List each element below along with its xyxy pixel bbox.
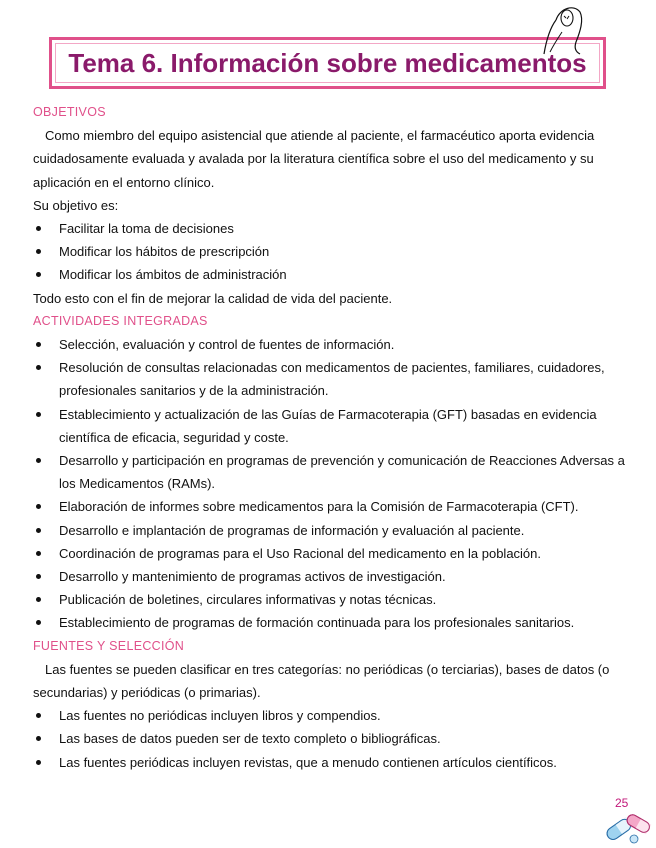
- bullet-icon: [36, 620, 41, 625]
- list-item: [33, 519, 625, 542]
- fuentes-intro: Las fuentes se pueden clasificar en tres categorías: no periódicas (o terciarias), bases de datos (o secundarias) y periódicas (o primarias).: [33, 661, 610, 701]
- list-item: [33, 403, 625, 449]
- bullet-icon: [36, 249, 41, 254]
- bullet-icon: [36, 342, 41, 347]
- list-item-text: Establecimiento y actualización de las Guías de Farmacoterapia (GFT) basadas en evidencia científica de eficacia, seguridad y coste.: [59, 406, 597, 445]
- list-item-text: Selección, evaluación y control de fuentes de información.: [59, 337, 395, 353]
- list-item: [33, 495, 625, 518]
- heading-actividades: ACTIVIDADES INTEGRADAS: [33, 313, 208, 328]
- list-item-text: Publicación de boletines, circulares informativas y notas técnicas.: [59, 592, 437, 608]
- bullet-icon: [36, 504, 41, 509]
- bullet-icon: [36, 412, 41, 417]
- list-item: [33, 588, 625, 611]
- title-box: [49, 37, 606, 89]
- list-item: [33, 240, 625, 263]
- list-item: [33, 727, 625, 750]
- bullet-icon: [36, 458, 41, 463]
- objetivos-sub: Su objetivo es:: [33, 197, 119, 213]
- list-item-text: Coordinación de programas para el Uso Racional del medicamento en la población.: [59, 545, 542, 561]
- list-item-text: Modificar los ámbitos de administración: [59, 267, 287, 283]
- page-number: 25: [615, 796, 629, 810]
- list-item: [33, 356, 625, 402]
- bullet-icon: [36, 574, 41, 579]
- list-item: [33, 263, 625, 286]
- list-item: [33, 751, 625, 774]
- heading-fuentes: FUENTES Y SELECCIÓN: [33, 638, 185, 653]
- list-item: [33, 611, 625, 634]
- list-item-text: Resolución de consultas relacionadas con medicamentos de pacientes, familiares, cuidadores, profesionales sanitarios y de la administración.: [59, 360, 605, 399]
- list-item: [33, 449, 625, 495]
- list-item-text: Desarrollo y mantenimiento de programas activos de investigación.: [59, 569, 446, 585]
- list-item-text: Establecimiento de programas de formación continuada para los profesionales sanitarios.: [59, 615, 575, 631]
- bullet-icon: [36, 760, 41, 765]
- pills-icon: [604, 806, 652, 844]
- bullet-icon: [36, 597, 41, 602]
- bullet-icon: [36, 272, 41, 277]
- bullet-icon: [36, 528, 41, 533]
- list-item-text: Facilitar la toma de decisiones: [59, 221, 234, 237]
- list-item-text: Las bases de datos pueden ser de texto completo o bibliográficas.: [59, 731, 441, 747]
- list-item: [33, 217, 625, 240]
- bullet-icon: [36, 713, 41, 718]
- fuentes-list: [33, 704, 625, 774]
- page-content: [33, 101, 625, 774]
- list-item: [33, 704, 625, 727]
- list-item: [33, 333, 625, 356]
- bullet-icon: [36, 551, 41, 556]
- list-item-text: Desarrollo e implantación de programas de información y evaluación al paciente.: [59, 522, 525, 538]
- bullet-icon: [36, 736, 41, 741]
- list-item-text: Elaboración de informes sobre medicamentos para la Comisión de Farmacoterapia (CFT).: [59, 499, 579, 515]
- list-item-text: Desarrollo y participación en programas de prevención y comunicación de Reacciones Adversas a los Medicamentos (RAMs).: [59, 453, 625, 492]
- heading-objetivos: OBJETIVOS: [33, 105, 106, 119]
- bullet-icon: [36, 365, 41, 370]
- page-title: Tema 6. Información sobre medicamentos: [68, 47, 587, 78]
- objetivos-closing: Todo esto con el fin de mejorar la calidad de vida del paciente.: [33, 290, 393, 306]
- objetivos-list: [33, 217, 625, 287]
- list-item: [33, 565, 625, 588]
- list-item-text: Modificar los hábitos de prescripción: [59, 244, 270, 260]
- list-item-text: Las fuentes no periódicas incluyen libros y compendios.: [59, 708, 381, 724]
- list-item: [33, 542, 625, 565]
- bullet-icon: [36, 226, 41, 231]
- list-item-text: Las fuentes periódicas incluyen revistas, que a menudo contienen artículos científicos.: [59, 754, 557, 770]
- objetivos-intro: Como miembro del equipo asistencial que atiende al paciente, el farmacéutico aporta evidencia cuidadosamente evaluada y avalada por la literatura científica sobre el uso del medicamento y su aplicación en el entorno clínico.: [33, 128, 595, 190]
- doodle-figure-icon: [536, 2, 588, 56]
- actividades-list: [33, 333, 625, 635]
